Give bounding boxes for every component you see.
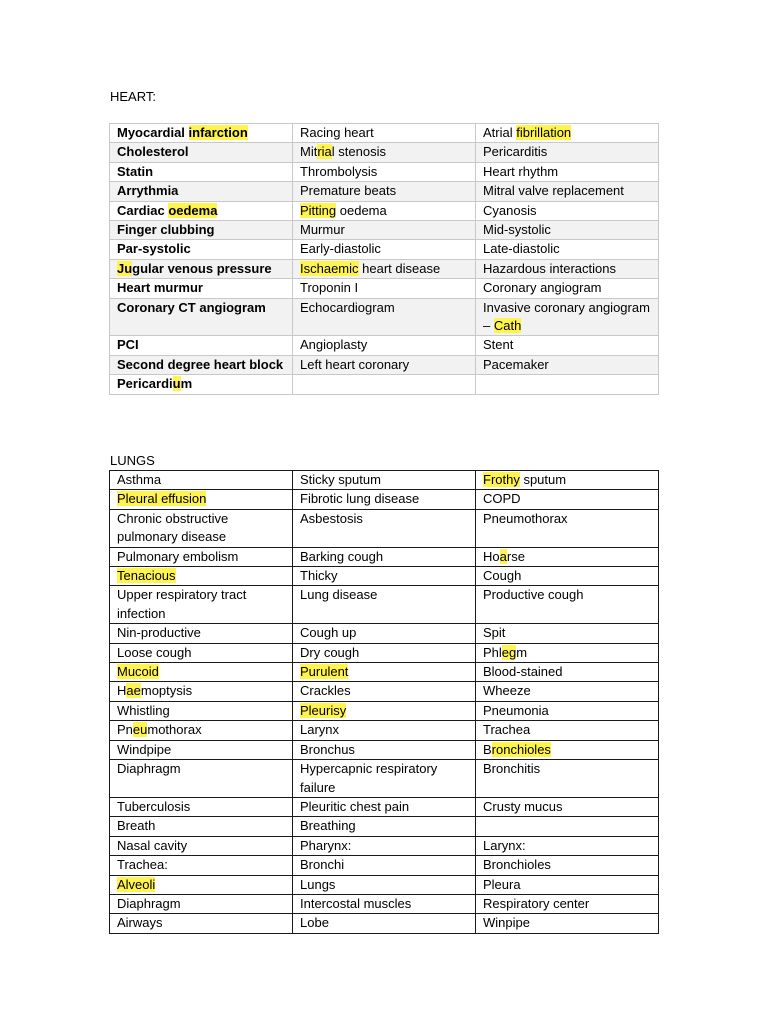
heart-cell bbox=[293, 336, 476, 355]
heart-row bbox=[110, 298, 659, 336]
lungs-cell bbox=[476, 797, 659, 816]
cell-text: Nasal cavity bbox=[117, 837, 188, 853]
highlighted-text: a bbox=[499, 548, 507, 564]
cell-text: Ho bbox=[483, 548, 500, 564]
cell-text: Heart rhythm bbox=[483, 163, 559, 179]
cell-text: Coronary CT angiogram bbox=[117, 299, 266, 315]
heart-cell bbox=[476, 162, 659, 181]
cell-text: Hypercapnic respiratory failure bbox=[300, 761, 438, 795]
lungs-cell bbox=[476, 740, 659, 759]
heart-cell bbox=[476, 279, 659, 298]
lungs-cell bbox=[293, 740, 476, 759]
cell-text: Pneumothorax bbox=[483, 510, 568, 526]
lungs-cell bbox=[110, 914, 293, 933]
lungs-cell bbox=[110, 894, 293, 913]
heart-cell bbox=[293, 375, 476, 394]
heart-cell bbox=[293, 182, 476, 201]
heart-cell bbox=[110, 259, 293, 278]
cell-text: Pneumonia bbox=[483, 702, 549, 718]
lungs-cell bbox=[476, 760, 659, 798]
heart-cell bbox=[476, 124, 659, 143]
highlighted-text: ria bbox=[317, 144, 332, 160]
heart-cell bbox=[110, 143, 293, 162]
cell-text: Premature beats bbox=[300, 183, 397, 199]
lungs-cell bbox=[110, 471, 293, 490]
lungs-cell bbox=[293, 624, 476, 643]
cell-text: Cholesterol bbox=[117, 144, 189, 160]
cell-text: Pleura bbox=[483, 876, 521, 892]
cell-text: Pn bbox=[117, 722, 133, 738]
cell-text: Mitral valve replacement bbox=[483, 183, 624, 199]
lungs-cell bbox=[476, 624, 659, 643]
cell-text: Wheeze bbox=[483, 683, 531, 699]
heart-cell bbox=[293, 162, 476, 181]
cell-text: Invasive coronary angiogram – bbox=[483, 299, 650, 334]
cell-text: PCI bbox=[117, 337, 139, 353]
heart-cell bbox=[110, 201, 293, 220]
heart-cell bbox=[476, 336, 659, 355]
lungs-cell bbox=[110, 586, 293, 624]
heart-cell bbox=[293, 279, 476, 298]
lungs-cell bbox=[476, 914, 659, 933]
lungs-row bbox=[110, 817, 659, 836]
cell-text: Windpipe bbox=[117, 741, 172, 757]
lungs-cell bbox=[110, 624, 293, 643]
heart-row bbox=[110, 336, 659, 355]
cell-text: Late-diastolic bbox=[483, 241, 560, 257]
highlighted-text: eu bbox=[132, 722, 148, 738]
cell-text: Diaphragm bbox=[117, 895, 181, 911]
heart-heading: HEART: bbox=[110, 89, 156, 104]
lungs-cell bbox=[476, 894, 659, 913]
cell-text: Second degree heart block bbox=[117, 356, 284, 372]
lungs-row bbox=[110, 856, 659, 875]
heart-cell bbox=[476, 182, 659, 201]
heart-row bbox=[110, 240, 659, 259]
lungs-cell bbox=[293, 509, 476, 547]
cell-text: Dry cough bbox=[300, 644, 360, 660]
cell-text: Whistling bbox=[117, 702, 170, 718]
lungs-cell bbox=[110, 490, 293, 509]
lungs-cell bbox=[293, 643, 476, 662]
cell-text: Pericarditis bbox=[483, 144, 548, 160]
lungs-cell bbox=[293, 701, 476, 720]
cell-text: Murmur bbox=[300, 222, 345, 238]
cell-text: Cardiac bbox=[117, 202, 169, 218]
lungs-cell bbox=[293, 914, 476, 933]
cell-text: moptysis bbox=[140, 683, 193, 699]
lungs-cell bbox=[476, 509, 659, 547]
lungs-row bbox=[110, 547, 659, 566]
highlighted-text: Alveoli bbox=[117, 876, 156, 892]
cell-text: Thicky bbox=[300, 568, 338, 584]
cell-text: Trachea: bbox=[117, 857, 168, 873]
heart-row bbox=[110, 279, 659, 298]
heart-cell bbox=[476, 355, 659, 374]
cell-text: Upper respiratory tract infection bbox=[117, 587, 247, 621]
lungs-row bbox=[110, 797, 659, 816]
lungs-cell bbox=[293, 682, 476, 701]
lungs-cell bbox=[476, 567, 659, 586]
lungs-cell bbox=[293, 894, 476, 913]
cell-text: Pericardi bbox=[117, 376, 173, 392]
heart-cell bbox=[110, 336, 293, 355]
lungs-cell bbox=[476, 682, 659, 701]
cell-text: Coronary angiogram bbox=[483, 280, 602, 296]
cell-text: H bbox=[117, 683, 127, 699]
cell-text: Arrythmia bbox=[117, 183, 179, 199]
lungs-heading: LUNGS bbox=[110, 453, 155, 468]
cell-text: Asbestosis bbox=[300, 510, 363, 526]
lungs-cell bbox=[476, 547, 659, 566]
heart-cell bbox=[110, 221, 293, 240]
highlighted-text: Tenacious bbox=[117, 568, 176, 584]
cell-text: Racing heart bbox=[300, 125, 374, 140]
lungs-row bbox=[110, 567, 659, 586]
lungs-cell bbox=[293, 856, 476, 875]
lungs-cell bbox=[110, 856, 293, 875]
cell-text: Blood-stained bbox=[483, 664, 563, 680]
cell-text: Breathing bbox=[300, 818, 356, 834]
heart-cell bbox=[293, 143, 476, 162]
highlighted-text: eg bbox=[501, 644, 517, 660]
cell-text: Intercostal muscles bbox=[300, 895, 412, 911]
heart-table bbox=[109, 123, 659, 395]
cell-text: Respiratory center bbox=[483, 895, 590, 911]
lungs-cell bbox=[293, 836, 476, 855]
cell-text: Trachea bbox=[483, 722, 531, 738]
cell-text: Loose cough bbox=[117, 644, 192, 660]
heart-row bbox=[110, 259, 659, 278]
lungs-cell bbox=[110, 740, 293, 759]
lungs-row bbox=[110, 643, 659, 662]
heart-cell bbox=[293, 298, 476, 336]
heart-cell bbox=[110, 162, 293, 181]
highlighted-text: Ju bbox=[117, 260, 133, 276]
heart-cell bbox=[293, 355, 476, 374]
heart-row bbox=[110, 221, 659, 240]
heart-cell bbox=[476, 240, 659, 259]
cell-text: Spit bbox=[483, 625, 506, 641]
cell-text: Airways bbox=[117, 915, 163, 931]
cell-text: Bronchitis bbox=[483, 761, 541, 777]
lungs-cell bbox=[293, 547, 476, 566]
heart-cell bbox=[476, 375, 659, 394]
cell-text: Early-diastolic bbox=[300, 241, 381, 257]
lungs-row bbox=[110, 471, 659, 490]
heart-cell bbox=[110, 375, 293, 394]
cell-text: Cyanosis bbox=[483, 202, 537, 218]
cell-text: Pulmonary embolism bbox=[117, 548, 239, 564]
cell-text: Phl bbox=[483, 644, 502, 660]
cell-text: Thrombolysis bbox=[300, 163, 378, 179]
lungs-row bbox=[110, 682, 659, 701]
cell-text: Crackles bbox=[300, 683, 351, 699]
highlighted-text: Pleural effusion bbox=[117, 491, 207, 507]
heart-cell bbox=[293, 201, 476, 220]
heart-cell bbox=[476, 259, 659, 278]
lungs-cell bbox=[476, 586, 659, 624]
cell-text: Larynx bbox=[300, 722, 340, 738]
lungs-cell bbox=[293, 567, 476, 586]
cell-text: Bronchioles bbox=[483, 857, 551, 873]
heart-cell bbox=[476, 221, 659, 240]
lungs-row bbox=[110, 740, 659, 759]
lungs-cell bbox=[293, 760, 476, 798]
highlighted-text: fibrillation bbox=[516, 125, 572, 140]
heart-cell bbox=[476, 143, 659, 162]
cell-text: Barking cough bbox=[300, 548, 384, 564]
heart-cell bbox=[293, 259, 476, 278]
lungs-row bbox=[110, 586, 659, 624]
cell-text: Fibrotic lung disease bbox=[300, 491, 420, 507]
cell-text: Tuberculosis bbox=[117, 798, 191, 814]
lungs-cell bbox=[293, 663, 476, 682]
cell-text: sputum bbox=[519, 472, 567, 487]
lungs-table bbox=[109, 470, 659, 934]
lungs-row bbox=[110, 490, 659, 509]
cell-text: Troponin I bbox=[300, 280, 359, 296]
lungs-cell bbox=[476, 643, 659, 662]
lungs-cell bbox=[293, 490, 476, 509]
cell-text: Left heart coronary bbox=[300, 356, 410, 372]
lungs-cell bbox=[110, 797, 293, 816]
lungs-row bbox=[110, 894, 659, 913]
lungs-row bbox=[110, 836, 659, 855]
lungs-row bbox=[110, 663, 659, 682]
heart-cell bbox=[110, 124, 293, 143]
lungs-cell bbox=[476, 836, 659, 855]
cell-text: Pacemaker bbox=[483, 356, 549, 372]
cell-text: Crusty mucus bbox=[483, 798, 563, 814]
lungs-cell bbox=[110, 836, 293, 855]
heart-cell bbox=[293, 240, 476, 259]
lungs-cell bbox=[293, 817, 476, 836]
lungs-cell bbox=[293, 721, 476, 740]
cell-text: Lungs bbox=[300, 876, 336, 892]
cell-text: Angioplasty bbox=[300, 337, 368, 353]
highlighted-text: Mucoid bbox=[117, 664, 159, 680]
cell-text: Lobe bbox=[300, 915, 329, 931]
lungs-cell bbox=[110, 643, 293, 662]
cell-text: oedema bbox=[336, 202, 387, 218]
heart-cell bbox=[293, 221, 476, 240]
lungs-cell bbox=[110, 875, 293, 894]
heart-row bbox=[110, 375, 659, 394]
highlighted-text: Pleurisy bbox=[300, 702, 347, 718]
heart-cell bbox=[110, 279, 293, 298]
highlighted-text: Cath bbox=[493, 318, 522, 334]
cell-text: Cough up bbox=[300, 625, 357, 641]
lungs-cell bbox=[476, 817, 659, 836]
heart-cell bbox=[476, 298, 659, 336]
highlighted-text: infarction bbox=[188, 125, 248, 140]
lungs-cell bbox=[476, 471, 659, 490]
lungs-cell bbox=[110, 817, 293, 836]
cell-text: m bbox=[516, 644, 528, 660]
cell-text: Hazardous interactions bbox=[483, 260, 616, 276]
cell-text: Chronic obstructive pulmonary disease bbox=[117, 510, 229, 545]
highlighted-text: ronchioles bbox=[491, 741, 551, 757]
lungs-cell bbox=[110, 682, 293, 701]
lungs-cell bbox=[293, 471, 476, 490]
lungs-cell bbox=[476, 856, 659, 875]
cell-text: Pharynx: bbox=[300, 837, 352, 853]
cell-text: Bronchus bbox=[300, 741, 355, 757]
lungs-row bbox=[110, 509, 659, 547]
heart-row bbox=[110, 355, 659, 374]
cell-text: Diaphragm bbox=[117, 761, 181, 777]
heart-cell bbox=[110, 355, 293, 374]
cell-text: Stent bbox=[483, 337, 514, 353]
lungs-cell bbox=[476, 663, 659, 682]
cell-text: gular venous pressure bbox=[132, 260, 272, 276]
lungs-row bbox=[110, 701, 659, 720]
cell-text: Atrial bbox=[483, 125, 517, 140]
heart-row bbox=[110, 124, 659, 143]
lungs-cell bbox=[110, 567, 293, 586]
cell-text: Productive cough bbox=[483, 587, 584, 603]
cell-text: Pleuritic chest pain bbox=[300, 798, 410, 814]
cell-text: B bbox=[483, 741, 492, 757]
lungs-cell bbox=[476, 490, 659, 509]
lungs-row bbox=[110, 760, 659, 798]
cell-text: Breath bbox=[117, 818, 156, 834]
lungs-cell bbox=[293, 875, 476, 894]
lungs-cell bbox=[293, 586, 476, 624]
highlighted-text: u bbox=[172, 376, 181, 392]
cell-text: Echocardiogram bbox=[300, 299, 395, 315]
lungs-cell bbox=[110, 509, 293, 547]
lungs-cell bbox=[110, 547, 293, 566]
lungs-cell bbox=[110, 760, 293, 798]
cell-text: Sticky sputum bbox=[300, 472, 381, 487]
cell-text: Bronchi bbox=[300, 857, 345, 873]
cell-text: m bbox=[180, 376, 193, 392]
cell-text: Asthma bbox=[117, 472, 162, 487]
cell-text: Larynx: bbox=[483, 837, 526, 853]
heart-row bbox=[110, 143, 659, 162]
lungs-cell bbox=[476, 875, 659, 894]
lungs-row bbox=[110, 721, 659, 740]
cell-text: COPD bbox=[483, 491, 521, 507]
cell-text: Mid-systolic bbox=[483, 222, 551, 238]
cell-text: Par-systolic bbox=[117, 241, 191, 257]
lungs-row bbox=[110, 914, 659, 933]
lungs-cell bbox=[293, 797, 476, 816]
lungs-cell bbox=[476, 701, 659, 720]
heart-cell bbox=[476, 201, 659, 220]
cell-text: Heart murmur bbox=[117, 280, 203, 296]
cell-text: Statin bbox=[117, 163, 154, 179]
cell-text: Nin-productive bbox=[117, 625, 201, 641]
heart-row bbox=[110, 182, 659, 201]
cell-text: Finger clubbing bbox=[117, 222, 215, 238]
heart-row bbox=[110, 162, 659, 181]
cell-text: heart disease bbox=[358, 260, 441, 276]
cell-text: rse bbox=[506, 548, 525, 564]
cell-text: mothorax bbox=[147, 722, 202, 738]
lungs-cell bbox=[476, 721, 659, 740]
highlighted-text: ae bbox=[126, 683, 141, 699]
lungs-cell bbox=[110, 721, 293, 740]
heart-cell bbox=[110, 240, 293, 259]
heart-cell bbox=[110, 182, 293, 201]
heart-cell bbox=[110, 298, 293, 336]
highlighted-text: Frothy bbox=[483, 472, 520, 487]
cell-text: Mit bbox=[300, 144, 318, 160]
cell-text: Cough bbox=[483, 568, 522, 584]
lungs-cell bbox=[110, 663, 293, 682]
cell-text: Myocardial bbox=[117, 125, 189, 140]
lungs-row bbox=[110, 624, 659, 643]
lungs-cell bbox=[110, 701, 293, 720]
highlighted-text: Purulent bbox=[300, 664, 349, 680]
heart-row bbox=[110, 201, 659, 220]
cell-text: Lung disease bbox=[300, 587, 378, 603]
highlighted-text: Pitting bbox=[300, 202, 337, 218]
heart-cell bbox=[293, 124, 476, 143]
cell-text: l stenosis bbox=[331, 144, 386, 160]
highlighted-text: oedema bbox=[168, 202, 218, 218]
cell-text: Winpipe bbox=[483, 915, 530, 931]
highlighted-text: Ischaemic bbox=[300, 260, 359, 276]
lungs-row bbox=[110, 875, 659, 894]
